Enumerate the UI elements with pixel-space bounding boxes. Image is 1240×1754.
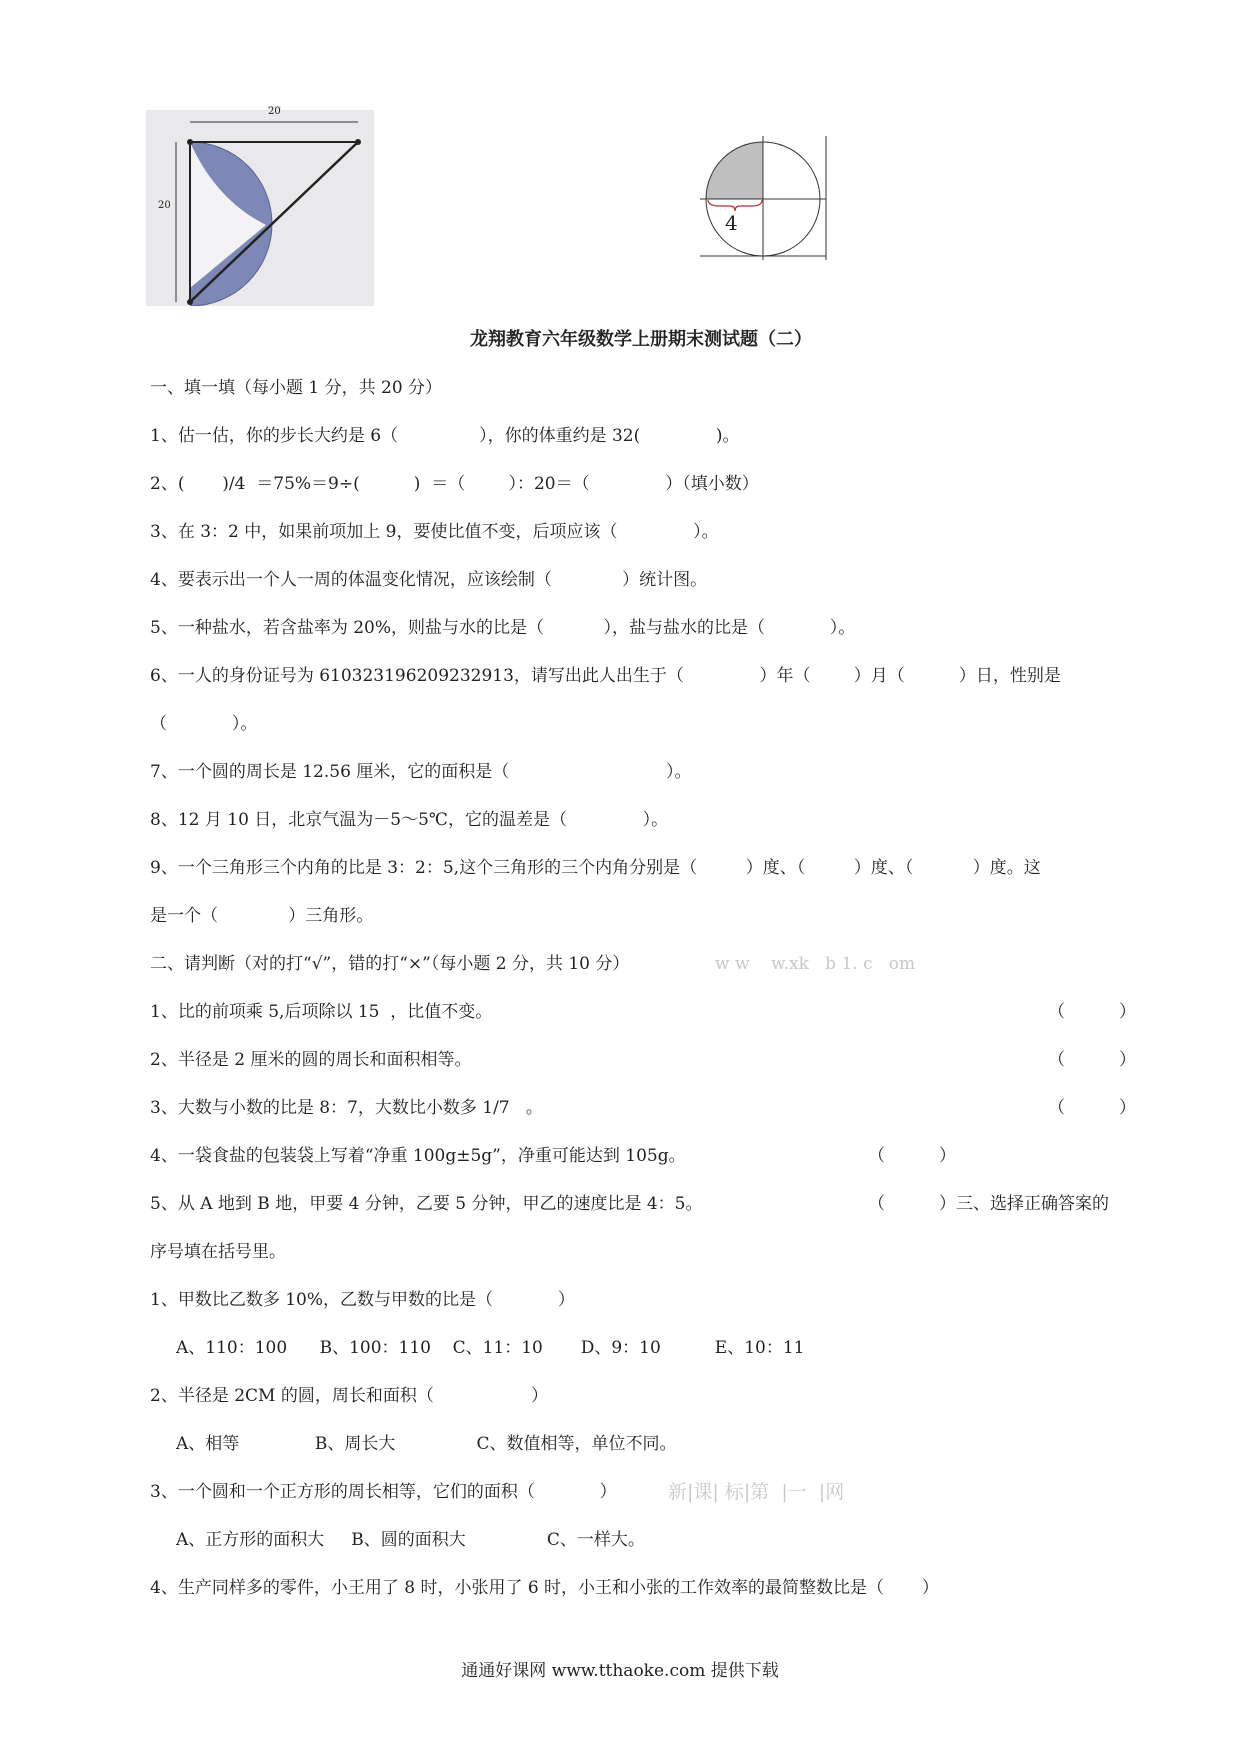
section1-item-2: 2、( )/4 ＝75%＝9÷( ) ＝（ ）：20＝（ ）（填小数）: [150, 474, 759, 494]
section3-q3-options: A、正方形的面积大 B、圆的面积大 C、一样大。: [176, 1530, 645, 1550]
square-top-label: 20: [268, 106, 281, 117]
section1-item-1: 1、估一估，你的步长大约是 6（ ），你的体重约是 32( )。: [150, 426, 740, 446]
section3-q1-options: A、110：100 B、100：110 C、11：10 D、9：10 E、10：11: [176, 1338, 805, 1358]
section3-q4: 4、生产同样多的零件，小王用了 8 时，小张用了 6 时，小王和小张的工作效率的最简整数比是（ ）: [150, 1578, 939, 1598]
section1-item-8: 8、12 月 10 日，北京气温为－5～5℃，它的温差是（ ）。: [150, 810, 669, 830]
section1-item-9: 9、一个三角形三个内角的比是 3：2：5,这个三角形的三个内角分别是（ ）度、（ ）度、（ ）度。这: [150, 858, 1041, 878]
section3-q1: 1、甲数比乙数多 10%，乙数与甲数的比是（ ）: [150, 1290, 575, 1310]
section1-heading: 一、填一填（每小题 1 分，共 20 分）: [150, 378, 443, 398]
circle-quarter-figure: [700, 136, 830, 260]
section1-item-5: 5、一种盐水，若含盐率为 20%，则盐与水的比是（ ），盐与盐水的比是（ ）。: [150, 618, 856, 638]
square-semicircle-figure: [146, 106, 374, 306]
section1-item-6-cont: （ ）。: [150, 714, 258, 734]
section2-item-5: 5、从 A 地到 B 地，甲要 4 分钟，乙要 5 分钟，甲乙的速度比是 4：5。: [150, 1194, 703, 1214]
section2-item-1-bracket: （ ）: [1048, 1002, 1137, 1022]
section2-watermark: w w w.xk b 1. c om: [715, 954, 916, 974]
section2-item-4-bracket: （ ）: [868, 1146, 957, 1166]
section3-heading-cont: 序号填在括号里。: [150, 1242, 286, 1262]
section3-q3: 3、一个圆和一个正方形的周长相等，它们的面积（ ）: [150, 1482, 617, 1502]
section2-item-3: 3、大数与小数的比是 8：7，大数比小数多 1/7 。: [150, 1098, 543, 1118]
circle-radius-label: 4: [725, 211, 738, 235]
section1-item-3: 3、在 3：2 中，如果前项加上 9，要使比值不变，后项应该（ ）。: [150, 522, 719, 542]
section2-item-5-bracket: （ ）三、选择正确答案的: [868, 1194, 1110, 1214]
section2-item-2: 2、半径是 2 厘米的圆的周长和面积相等。: [150, 1050, 472, 1070]
section3-q2: 2、半径是 2CM 的圆，周长和面积（ ）: [150, 1386, 549, 1406]
section1-item-4: 4、要表示出一个人一周的体温变化情况，应该绘制（ ）统计图。: [150, 570, 708, 590]
section2-item-2-bracket: （ ）: [1048, 1050, 1137, 1070]
page-footer: 通通好课网 www.tthaoke.com 提供下载: [461, 1661, 779, 1681]
section1-item-7: 7、一个圆的周长是 12.56 厘米，它的面积是（ ）。: [150, 762, 692, 782]
section2-item-3-bracket: （ ）: [1048, 1098, 1137, 1118]
section3-q2-options: A、相等 B、周长大 C、数值相等，单位不同。: [176, 1434, 677, 1454]
section2-heading: 二、请判断（对的打“√”，错的打“×”（每小题 2 分，共 10 分）: [150, 954, 630, 974]
square-side-label: 20: [158, 200, 171, 211]
section3-watermark: 新|课| 标|第 |一 |网: [668, 1481, 845, 1503]
page-title: 龙翔教育六年级数学上册期末测试题（二）: [470, 329, 812, 350]
section2-item-1: 1、比的前项乘 5,后项除以 15 ，比值不变。: [150, 1002, 493, 1022]
section1-item-9-cont: 是一个（ ）三角形。: [150, 906, 374, 926]
section1-item-6: 6、一人的身份证号为 610323196209232913，请写出此人出生于（ ）年（ ）月（ ）日，性别是: [150, 666, 1061, 686]
section2-item-4: 4、一袋食盐的包装袋上写着“净重 100g±5g”，净重可能达到 105g。: [150, 1146, 686, 1166]
